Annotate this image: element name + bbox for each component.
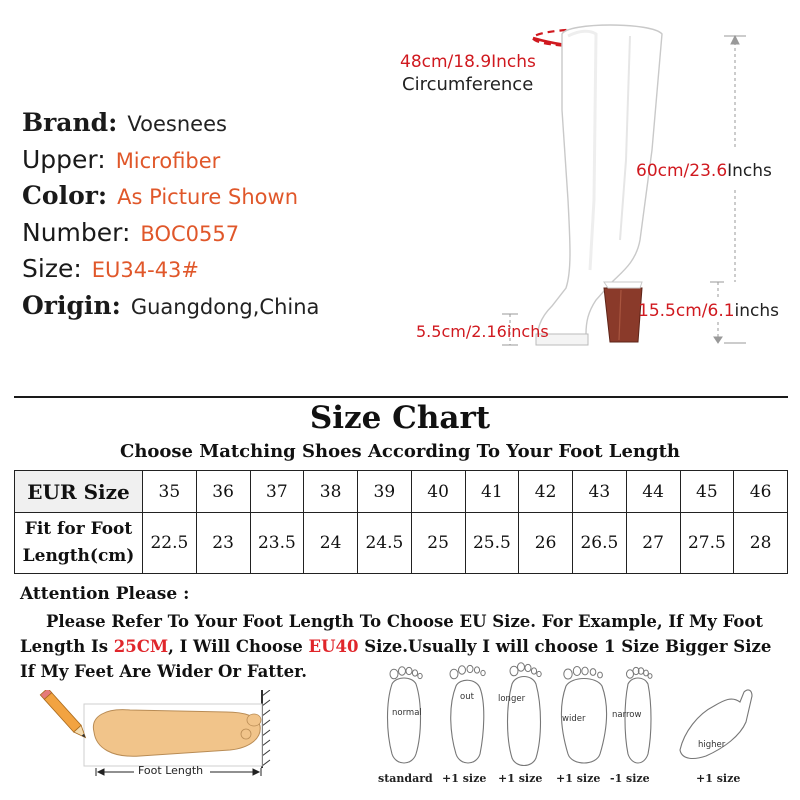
upper-label: Upper: xyxy=(22,144,106,174)
spec-origin xyxy=(22,291,319,328)
foot-type-guide xyxy=(378,662,788,797)
product-specs xyxy=(22,108,319,327)
spec-number xyxy=(22,218,319,255)
foot-type-wider xyxy=(556,662,614,792)
eur-size-cell: 45 xyxy=(680,471,734,513)
eur-size-cell: 36 xyxy=(196,471,250,513)
foot-type-size-note: +1 size xyxy=(442,772,487,785)
heel-imperial-unit: inchs xyxy=(734,301,780,321)
size-value: EU34-43# xyxy=(91,258,200,282)
spec-color xyxy=(22,181,319,218)
foot-length-cell: 28 xyxy=(734,513,788,574)
foot-type-out xyxy=(440,662,498,792)
pencil-icon xyxy=(40,690,89,741)
brand-value: Voesnees xyxy=(127,112,227,136)
attention-text-part2: , I Will Choose xyxy=(168,637,309,656)
eur-size-cell: 41 xyxy=(465,471,519,513)
foot-length-cell: 24 xyxy=(304,513,358,574)
foot-measurement-diagram xyxy=(30,690,280,790)
foot-higher-icon xyxy=(674,662,764,770)
foot-type-higher xyxy=(674,662,741,792)
foot-type-size-note: -1 size xyxy=(610,772,650,785)
foot-type-label: out xyxy=(460,692,474,702)
foot-length-cell: 25 xyxy=(411,513,465,574)
height-dimension-line xyxy=(724,36,746,343)
size-chart-subtitle: Choose Matching Shoes According To Your Foot Length xyxy=(120,441,680,462)
attention-highlight-eu-size: EU40 xyxy=(308,637,359,656)
size-chart-table xyxy=(14,470,788,574)
heel-metric: 15.5cm/ xyxy=(638,301,708,321)
foot-type-longer xyxy=(496,662,554,792)
attention-highlight-foot-length: 25CM xyxy=(113,637,169,656)
height-imperial-num: 23.6 xyxy=(689,161,728,181)
eur-size-cell: 39 xyxy=(358,471,412,513)
foot-length-cell: 26 xyxy=(519,513,573,574)
size-chart-title: Size Chart xyxy=(309,400,491,436)
platform-imperial: 2.16inchs xyxy=(471,322,549,341)
brand-label: Brand: xyxy=(22,108,118,137)
color-value: As Picture Shown xyxy=(117,185,299,209)
foot-length-cell: 27 xyxy=(626,513,680,574)
eur-size-cell: 46 xyxy=(734,471,788,513)
foot-type-size-note: +1 size xyxy=(696,772,741,785)
foot-type-size-note: +1 size xyxy=(556,772,601,785)
foot-length-label: Foot Length xyxy=(138,764,204,777)
eur-size-cell: 35 xyxy=(143,471,197,513)
foot-type-label: longer xyxy=(498,694,526,704)
eur-size-row xyxy=(15,471,788,513)
foot-type-label: higher xyxy=(698,740,726,750)
wall-icon xyxy=(262,690,270,768)
height-value xyxy=(636,161,772,181)
eur-size-cell: 38 xyxy=(304,471,358,513)
circumference-imperial: 18.9Inchs xyxy=(453,52,536,72)
circumference-value xyxy=(400,52,536,72)
foot-type-normal xyxy=(378,662,436,792)
number-value: BOC0557 xyxy=(140,221,240,246)
height-imperial-unit: Inchs xyxy=(727,161,772,181)
spec-brand xyxy=(22,108,319,145)
foot-length-cell: 23 xyxy=(196,513,250,574)
foot-longer-icon xyxy=(496,662,554,770)
foot-length-cell: 24.5 xyxy=(358,513,412,574)
heel-imperial-num: 6.1 xyxy=(707,301,735,321)
foot-outline-icon xyxy=(93,710,261,757)
foot-type-label: normal xyxy=(392,708,422,718)
section-divider xyxy=(14,396,788,398)
attention-text-part3: Size.Usually I will choose 1 Size Bigger Size If My Feet Are Wider Or Fatter. xyxy=(20,637,772,681)
foot-length-header-line1: Fit for Foot xyxy=(24,519,133,539)
foot-length-header xyxy=(15,513,143,574)
foot-length-cell: 26.5 xyxy=(573,513,627,574)
foot-length-cell: 23.5 xyxy=(250,513,304,574)
number-label: Number: xyxy=(22,217,131,247)
spec-upper xyxy=(22,145,319,182)
foot-type-label: narrow xyxy=(612,710,642,720)
foot-type-label: wider xyxy=(562,714,586,724)
eur-size-cell: 44 xyxy=(626,471,680,513)
eur-size-cell: 40 xyxy=(411,471,465,513)
foot-length-cell: 22.5 xyxy=(143,513,197,574)
height-metric: 60cm/ xyxy=(636,161,690,181)
foot-length-cell: 27.5 xyxy=(680,513,734,574)
spec-size xyxy=(22,254,319,291)
attention-title: Attention Please : xyxy=(20,584,190,604)
foot-length-cell: 25.5 xyxy=(465,513,519,574)
foot-out-icon xyxy=(440,662,498,770)
circumference-metric: 48cm/ xyxy=(400,52,454,72)
platform-value xyxy=(416,322,549,341)
eur-size-header: EUR Size xyxy=(15,471,143,513)
foot-type-narrow xyxy=(610,662,668,792)
foot-type-size-note: standard xyxy=(378,772,433,785)
attention-text-part1: Please Refer To Your Foot Length To Choose EU Size. For Example, If My Foot Length Is xyxy=(20,612,764,656)
white-boot-image xyxy=(536,25,662,345)
eur-size-cell: 37 xyxy=(250,471,304,513)
size-label: Size: xyxy=(22,254,82,283)
origin-label: Origin: xyxy=(22,290,121,320)
upper-value: Microfiber xyxy=(115,148,221,173)
origin-value: Guangdong,China xyxy=(130,294,320,319)
circumference-label: Circumference xyxy=(402,74,534,95)
color-label: Color: xyxy=(22,181,108,210)
eur-size-cell: 42 xyxy=(519,471,573,513)
heel-value xyxy=(638,301,779,321)
platform-metric: 5.5cm/ xyxy=(416,322,472,341)
eur-size-cell: 43 xyxy=(573,471,627,513)
foot-length-row xyxy=(15,513,788,574)
foot-length-header-line2: Length(cm) xyxy=(22,546,135,566)
boot-dimensions xyxy=(390,0,800,370)
foot-type-size-note: +1 size xyxy=(498,772,543,785)
